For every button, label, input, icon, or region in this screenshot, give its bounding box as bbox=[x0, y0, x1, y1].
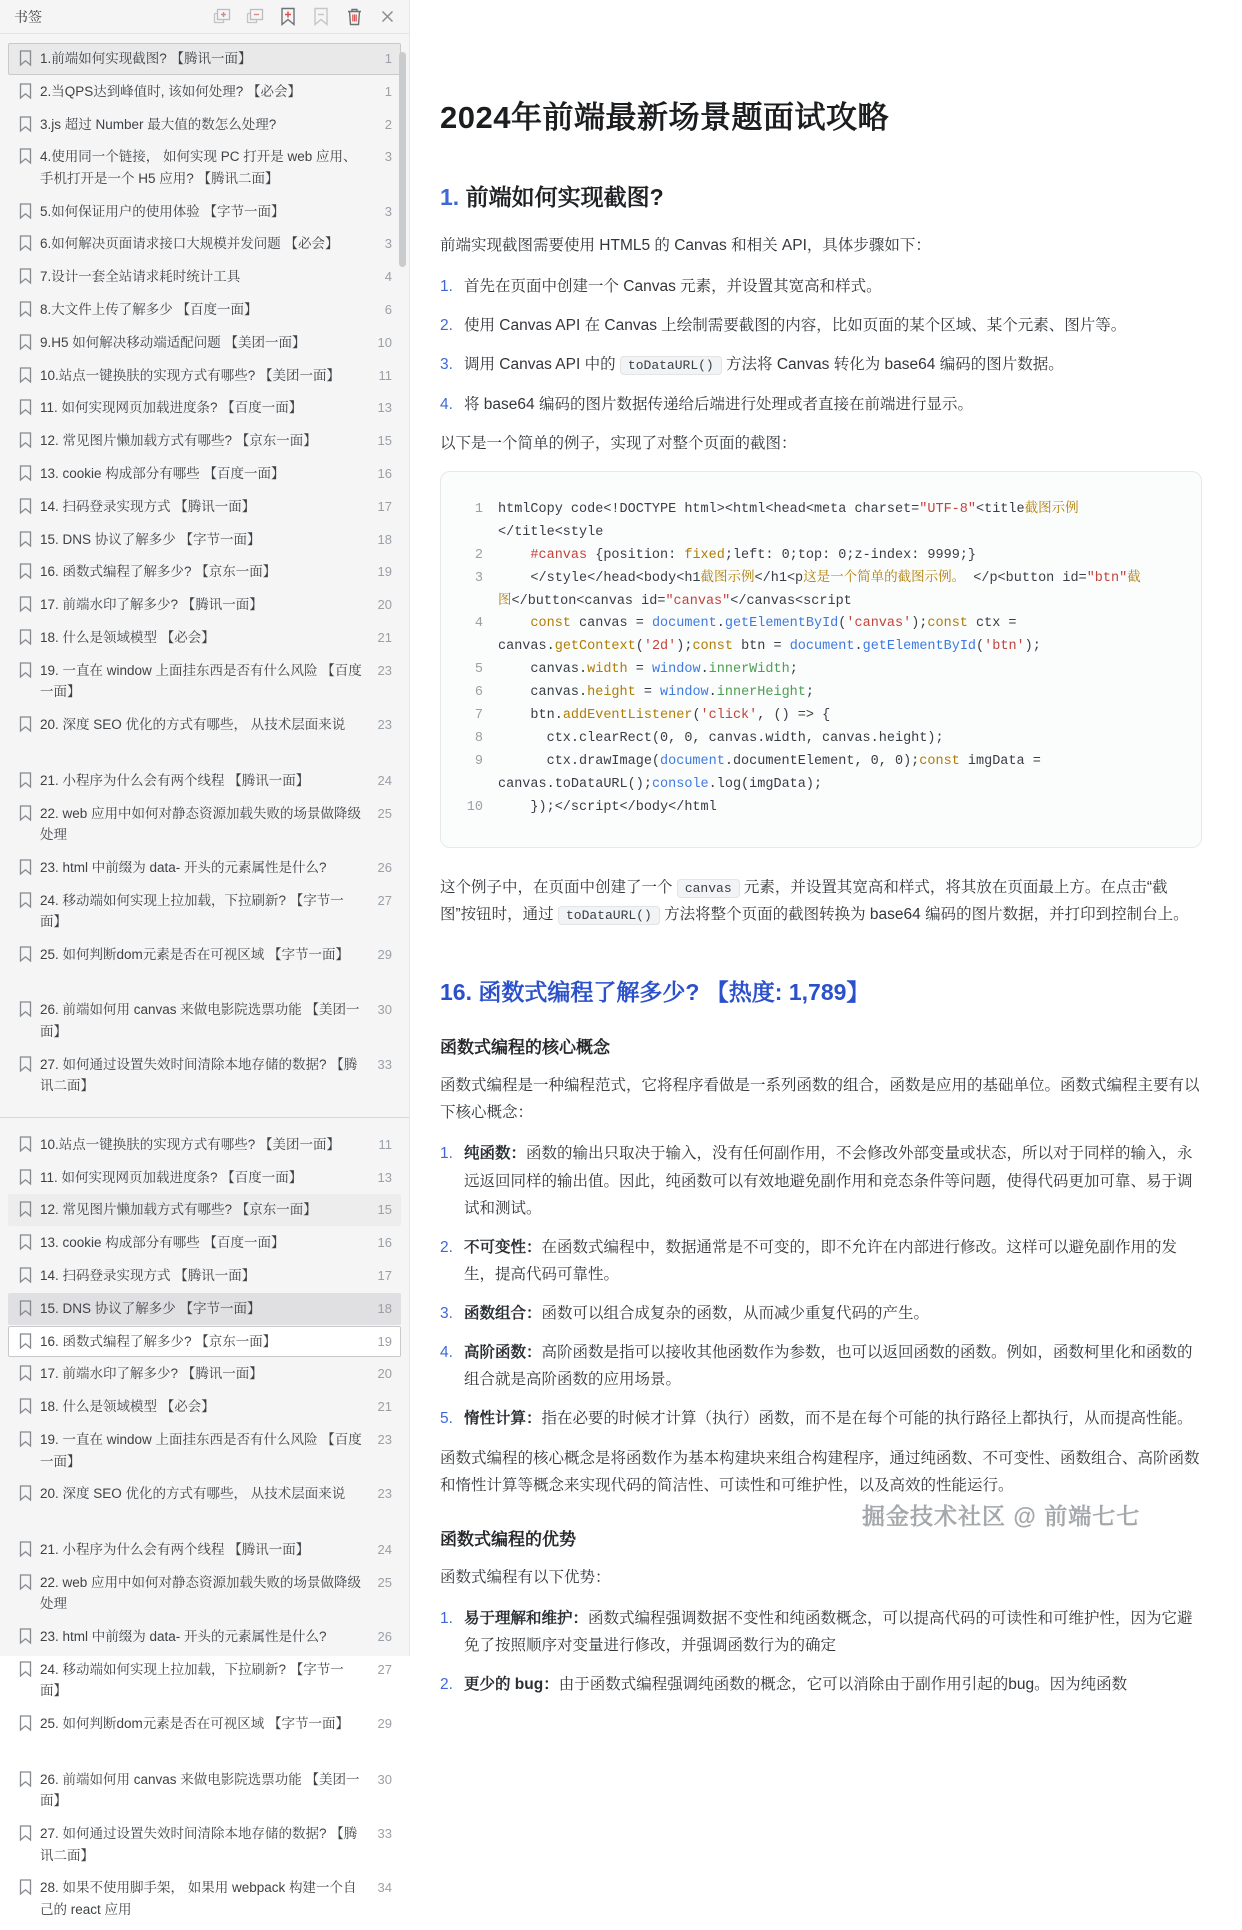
bookmark-icon bbox=[19, 301, 32, 317]
code-line-number: 2 bbox=[474, 547, 483, 563]
bookmark-page-number: 33 bbox=[377, 1056, 392, 1072]
bookmark-item[interactable] bbox=[8, 1391, 401, 1423]
section1-intro: 前端实现截图需要使用 HTML5 的 Canvas 和相关 API，具体步骤如下： bbox=[440, 237, 931, 254]
expand-all-icon[interactable] bbox=[212, 7, 232, 27]
bookmark-icon bbox=[19, 465, 32, 481]
bookmarks-header bbox=[0, 0, 409, 34]
bookmark-icon bbox=[19, 367, 32, 383]
concepts-outro: 函数式编程的核心概念是将函数作为基本构建块来组合构建程序，通过纯函数、不可变性、函数组合、高阶函数和惰性计算等概念来实现代码的简洁性、可读性和可维护性，以及高效的性能运行。 bbox=[440, 1449, 1200, 1494]
bookmark-icon bbox=[19, 1879, 32, 1895]
bookmark-label: 28. 如果不使用脚手架， 如果用 webpack 构建一个自己的 react 应用 bbox=[40, 1880, 357, 1917]
watermark: 掘金技术社区 @ 前端七七 bbox=[862, 1503, 1141, 1529]
bookmark-icon bbox=[19, 1715, 32, 1731]
bookmark-label: 8.大文件上传了解多少 【百度一面】 bbox=[40, 301, 258, 317]
code-line-number: 7 bbox=[474, 708, 483, 724]
bookmark-label: 26. 前端如何用 canvas 来做电影院选票功能 【美团一面】 bbox=[40, 1771, 360, 1809]
code-line: 4 const canvas = document.getElementById('canvas');const ctx = bbox=[453, 613, 1183, 636]
bookmark-label: 14. 扫码登录实现方式 【腾讯一面】 bbox=[40, 498, 256, 514]
list-item bbox=[440, 273, 1202, 300]
bookmark-icon bbox=[19, 1431, 32, 1447]
bookmark-item[interactable] bbox=[8, 1764, 401, 1817]
bookmark-page-number: 23 bbox=[377, 716, 392, 732]
bookmark-icon bbox=[19, 334, 32, 350]
bookmark-icon bbox=[19, 772, 32, 788]
bookmark-label: 4.使用同一个链接， 如何实现 PC 打开是 web 应用、 手机打开是一个 H5 应用? 【腾讯二面】 bbox=[40, 149, 357, 186]
bookmarks-panel bbox=[0, 0, 410, 1917]
concepts-subheading: 函数式编程的核心概念 bbox=[440, 1038, 610, 1058]
bookmark-label: 6.如何解决页面请求接口大规模并发问题 【必会】 bbox=[40, 236, 339, 252]
bookmark-icon bbox=[19, 1001, 32, 1017]
bookmark-icon bbox=[19, 1136, 32, 1152]
bookmark-item[interactable] bbox=[8, 1129, 401, 1161]
bookmark-page-number: 11 bbox=[378, 1136, 392, 1152]
bookmark-page-number: 19 bbox=[377, 564, 392, 580]
list-item-text: 函数组合：函数可以组合成复杂的函数，从而减少重复代码的产生。 bbox=[464, 1305, 930, 1322]
bookmark-label: 27. 如何通过设置失效时间清除本地存储的数据? 【腾讯二面】 bbox=[40, 1825, 358, 1863]
code-line-number: 4 bbox=[474, 616, 483, 632]
bookmark-icon bbox=[19, 268, 32, 284]
bookmark-page-number: 3 bbox=[384, 203, 392, 219]
section1-heading bbox=[440, 179, 1202, 212]
code-line-number bbox=[453, 774, 483, 797]
bookmark-item[interactable] bbox=[8, 360, 401, 392]
bookmark-page-number: 24 bbox=[377, 772, 392, 788]
bookmark-page-number: 30 bbox=[377, 1771, 392, 1787]
bookmark-page-number: 33 bbox=[377, 1825, 392, 1841]
bookmark-label: 15. DNS 协议了解多少 【字节一面】 bbox=[40, 531, 261, 547]
bookmark-icon bbox=[19, 50, 32, 66]
bookmark-page-number: 11 bbox=[378, 367, 392, 383]
code-line-number bbox=[453, 636, 483, 659]
code-line: 7 btn.addEventListener('click', () => { bbox=[453, 705, 1183, 728]
bookmark-item[interactable] bbox=[8, 1049, 401, 1102]
list-item-number: 4. bbox=[440, 1344, 453, 1362]
bookmark-page-number: 3 bbox=[384, 149, 392, 165]
remove-bookmark-icon[interactable] bbox=[311, 7, 331, 27]
code-line: 5 canvas.width = window.innerWidth; bbox=[453, 659, 1183, 682]
bookmark-page-number: 15 bbox=[377, 433, 392, 449]
bookmark-label: 22. web 应用中如何对静态资源加载失败的场景做降级处理 bbox=[40, 805, 362, 843]
bookmark-item[interactable] bbox=[8, 1654, 401, 1707]
bookmark-item[interactable] bbox=[8, 425, 401, 457]
concepts-intro: 函数式编程是一种编程范式，它将程序看做是一系列函数的组合，函数是应用的基础单位。函数式编程主要有以下核心概念： bbox=[440, 1077, 1200, 1122]
bookmark-icon bbox=[19, 892, 32, 908]
inline-code: toDataURL() bbox=[558, 906, 660, 925]
list-item-text: 将 base64 编码的图片数据传递给后端进行处理或者直接在前端进行显示。 bbox=[464, 395, 973, 413]
bookmark-label: 17. 前端水印了解多少? 【腾讯一面】 bbox=[40, 1366, 263, 1382]
bookmark-item[interactable] bbox=[8, 798, 401, 851]
code-line: canvas.toDataURL();console.log(imgData); bbox=[453, 774, 1183, 797]
bookmark-label: 5.如何保证用户的使用体验 【字节一面】 bbox=[40, 203, 285, 219]
bookmark-label: 23. html 中前缀为 data- 开头的元素属性是什么? bbox=[40, 1629, 327, 1644]
list-item bbox=[440, 1300, 1202, 1327]
list-item-number: 1. bbox=[440, 1145, 453, 1163]
bookmark-icon bbox=[19, 1541, 32, 1557]
bookmark-icon bbox=[19, 203, 32, 219]
delete-icon[interactable] bbox=[344, 7, 364, 27]
list-item-text: 易于理解和维护：函数式编程强调数据不变性和纯函数概念，可以提高代码的可读性和可维护性，因为它避免了按照顺序对变量进行修改，并强调函数行为的确定 bbox=[464, 1609, 1193, 1654]
bookmark-item[interactable] bbox=[8, 709, 401, 741]
bookmark-icon bbox=[19, 498, 32, 514]
bookmark-label: 12. 常见图片懒加载方式有哪些? 【京东一面】 bbox=[40, 433, 317, 449]
bookmark-label: 13. cookie 构成部分有哪些 【百度一面】 bbox=[40, 465, 285, 481]
bookmark-page-number: 16 bbox=[377, 1235, 392, 1251]
list-item-number: 2. bbox=[440, 317, 453, 335]
example-intro: 以下是一个简单的例子，实现了对整个页面的截图： bbox=[440, 434, 797, 452]
bookmark-item[interactable] bbox=[8, 589, 401, 621]
bookmark-item[interactable] bbox=[8, 765, 401, 797]
list-item bbox=[440, 1339, 1202, 1393]
bookmark-icon bbox=[19, 805, 32, 821]
bookmark-item[interactable] bbox=[8, 1326, 401, 1358]
list-item-text: 首先在页面中创建一个 Canvas 元素，并设置其宽高和样式。 bbox=[464, 278, 882, 296]
bookmark-page-number: 26 bbox=[377, 1629, 392, 1644]
bookmark-icon bbox=[19, 1300, 32, 1316]
bookmark-icon bbox=[19, 531, 32, 547]
bookmark-page-number: 20 bbox=[377, 1366, 392, 1382]
bookmark-page-number: 27 bbox=[377, 1661, 392, 1677]
bookmark-icon bbox=[19, 1169, 32, 1185]
bookmark-page-number: 24 bbox=[377, 1542, 392, 1558]
code-line: 1 htmlCopy code<!DOCTYPE html><html<head<meta charset="UTF-8"<title截图示例 bbox=[453, 499, 1183, 522]
list-item-number: 3. bbox=[440, 356, 453, 374]
code-line: 10 });</script</body</html bbox=[453, 797, 1183, 820]
sidebar-divider bbox=[0, 1117, 409, 1118]
bookmark-page-number: 18 bbox=[377, 1300, 392, 1316]
bookmark-label: 20. 深度 SEO 优化的方式有哪些， 从技术层面来说 bbox=[40, 1486, 346, 1502]
bookmark-item[interactable] bbox=[8, 1194, 401, 1226]
code-line: 图</button<canvas id="canvas"</canvas<script bbox=[453, 591, 1183, 614]
bookmark-page-number: 17 bbox=[377, 498, 392, 514]
document-page bbox=[410, 0, 1242, 1694]
list-item-number: 5. bbox=[440, 1410, 453, 1428]
concepts-list bbox=[440, 1140, 1202, 1432]
bookmark-item[interactable] bbox=[8, 852, 401, 884]
bookmark-label: 19. 一直在 window 上面挂东西是否有什么风险 【百度一面】 bbox=[40, 1432, 362, 1469]
bookmark-icon bbox=[19, 432, 32, 448]
bookmark-item[interactable] bbox=[8, 1358, 401, 1390]
bookmark-label: 3.js 超过 Number 最大值的数怎么处理? bbox=[40, 116, 277, 132]
list-item-label: 惰性计算： bbox=[464, 1410, 542, 1428]
bookmark-page-number: 18 bbox=[377, 531, 392, 547]
list-item bbox=[440, 391, 1202, 418]
bookmark-label: 24. 移动端如何实现上拉加载，下拉刷新? 【字节一面】 bbox=[40, 892, 344, 930]
bookmark-icon bbox=[19, 662, 32, 678]
section1-outro: 这个例子中，在页面中创建了一个 canvas 元素，并设置其宽高和样式，将其放在页面最上方。在点击“截图”按钮时，通过 toDataURL() 方法将整个页面的截图转换为 base64 编码的图片数据，并打印到控制台上。 bbox=[440, 878, 1189, 923]
bookmark-item[interactable] bbox=[8, 556, 401, 588]
code-line-number: 10 bbox=[466, 799, 483, 815]
bookmark-page-number: 19 bbox=[377, 1333, 392, 1349]
list-item-number: 2. bbox=[440, 1238, 453, 1256]
code-line-number: 5 bbox=[474, 662, 483, 678]
bookmark-icon bbox=[19, 1574, 32, 1590]
code-line-number: 3 bbox=[474, 570, 483, 586]
list-item bbox=[440, 1405, 1202, 1432]
list-item-label: 纯函数： bbox=[464, 1145, 527, 1163]
section1-number: 1. bbox=[440, 184, 460, 210]
add-bookmark-icon[interactable] bbox=[278, 7, 298, 27]
bookmark-page-number: 2 bbox=[384, 116, 392, 132]
code-line: 6 canvas.height = window.innerHeight; bbox=[453, 682, 1183, 705]
list-item-number: 1. bbox=[440, 278, 453, 296]
code-line-number: 1 bbox=[474, 501, 483, 517]
bookmark-item[interactable] bbox=[8, 491, 401, 523]
bookmark-item[interactable] bbox=[8, 1293, 401, 1325]
list-item-label: 不可变性： bbox=[464, 1238, 542, 1256]
bookmark-item[interactable] bbox=[8, 458, 401, 490]
section1-title: 前端如何实现截图? bbox=[465, 184, 664, 210]
bookmark-page-number: 26 bbox=[377, 859, 392, 875]
bookmark-page-number: 21 bbox=[377, 629, 392, 645]
bookmark-label: 14. 扫码登录实现方式 【腾讯一面】 bbox=[40, 1268, 256, 1284]
bookmark-icon bbox=[19, 235, 32, 251]
bookmark-page-number: 1 bbox=[384, 51, 392, 66]
bookmark-item[interactable] bbox=[8, 1260, 401, 1292]
bookmark-label: 10.站点一键换肤的实现方式有哪些? 【美团一面】 bbox=[40, 1136, 341, 1152]
bookmarks-title: 书签 bbox=[14, 8, 42, 25]
list-item bbox=[440, 312, 1202, 339]
bookmark-page-number: 23 bbox=[377, 662, 392, 678]
bookmark-page-number: 25 bbox=[377, 805, 392, 821]
bookmark-icon bbox=[19, 1365, 32, 1381]
bookmark-item[interactable] bbox=[8, 327, 401, 359]
bookmark-list-bottom bbox=[0, 1120, 409, 1930]
close-icon[interactable] bbox=[377, 7, 397, 27]
list-item-text: 使用 Canvas API 在 Canvas 上绘制需要截图的内容，比如页面的某个区域、某个元素、图片等。 bbox=[464, 317, 1127, 335]
code-line: 8 ctx.clearRect(0, 0, canvas.width, canvas.height); bbox=[453, 728, 1183, 751]
bookmark-label: 24. 移动端如何实现上拉加载，下拉刷新? 【字节一面】 bbox=[40, 1661, 344, 1699]
collapse-all-icon[interactable] bbox=[245, 7, 265, 27]
bookmark-item[interactable] bbox=[8, 1818, 401, 1871]
bookmark-item[interactable] bbox=[8, 1621, 401, 1653]
code-line-number: 9 bbox=[474, 754, 483, 770]
bookmark-item[interactable] bbox=[8, 1162, 401, 1194]
list-item-text: 纯函数：函数的输出只取决于输入，没有任何副作用，不会修改外部变量或状态，所以对于同样的输入，永远返回同样的输出值。因此，纯函数可以有效地避免副作用和竞态条件等问题，使得代码更加可靠、易于调试和测试。 bbox=[464, 1145, 1193, 1217]
bookmark-page-number: 29 bbox=[377, 946, 392, 962]
bookmark-item[interactable] bbox=[8, 76, 401, 108]
bookmark-page-number: 23 bbox=[377, 1486, 392, 1502]
code-line: 3 </style</head<body<h1截图示例</h1<p这是一个简单的截图示例。 </p<button id="btn"截 bbox=[453, 568, 1183, 591]
bookmark-icon bbox=[19, 596, 32, 612]
bookmark-page-number: 17 bbox=[377, 1268, 392, 1284]
bookmark-icon bbox=[19, 1333, 32, 1349]
bookmark-icon bbox=[19, 1825, 32, 1841]
list-item-label: 高阶函数： bbox=[464, 1344, 542, 1362]
sidebar-scrollbar[interactable] bbox=[399, 52, 406, 267]
list-item-number: 3. bbox=[440, 1305, 453, 1322]
list-item-text: 惰性计算：指在必要的时候才计算（执行）函数，而不是在每个可能的执行路径上都执行，从而提高性能。 bbox=[464, 1410, 1193, 1428]
bookmark-item[interactable] bbox=[8, 109, 401, 141]
bookmark-label: 2.当QPS达到峰值时, 该如何处理? 【必会】 bbox=[40, 83, 302, 99]
bookmark-label: 27. 如何通过设置失效时间清除本地存储的数据? 【腾讯二面】 bbox=[40, 1056, 358, 1094]
bookmark-label: 18. 什么是领域模型 【必会】 bbox=[40, 629, 215, 645]
bookmark-icon bbox=[19, 1234, 32, 1250]
bookmark-label: 25. 如何判断dom元素是否在可视区域 【字节一面】 bbox=[40, 1715, 350, 1731]
code-line-number: 6 bbox=[474, 685, 483, 701]
bookmark-page-number: 30 bbox=[377, 1002, 392, 1018]
bookmark-item[interactable] bbox=[8, 994, 401, 1047]
list-item bbox=[440, 1234, 1202, 1288]
inline-code: canvas bbox=[677, 879, 740, 898]
bookmark-label: 12. 常见图片懒加载方式有哪些? 【京东一面】 bbox=[40, 1202, 317, 1218]
bookmark-icon bbox=[19, 399, 32, 415]
bookmark-item[interactable] bbox=[8, 885, 401, 938]
bookmark-label: 26. 前端如何用 canvas 来做电影院选票功能 【美团一面】 bbox=[40, 1002, 360, 1040]
bookmark-page-number: 13 bbox=[377, 400, 392, 416]
bookmark-label: 16. 函数式编程了解多少? 【京东一面】 bbox=[40, 564, 277, 580]
bookmark-label: 22. web 应用中如何对静态资源加载失败的场景做降级处理 bbox=[40, 1574, 362, 1612]
bookmark-list-top bbox=[0, 34, 409, 1107]
bookmark-page-number: 16 bbox=[377, 465, 392, 481]
bookmark-label: 25. 如何判断dom元素是否在可视区域 【字节一面】 bbox=[40, 946, 350, 962]
bookmark-item[interactable] bbox=[8, 196, 401, 228]
list-item-text: 更少的 bug：由于函数式编程强调纯函数的概念，它可以消除由于副作用引起的bug。因为纯函数 bbox=[464, 1676, 1128, 1694]
list-item-text: 高阶函数：高阶函数是指可以接收其他函数作为参数，也可以返回函数的函数。例如，函数柯里化和函数的组合就是高阶函数的应用场景。 bbox=[464, 1344, 1193, 1389]
bookmark-page-number: 20 bbox=[377, 597, 392, 613]
bookmark-label: 20. 深度 SEO 优化的方式有哪些， 从技术层面来说 bbox=[40, 716, 346, 732]
bookmark-label: 1.前端如何实现截图? 【腾讯一面】 bbox=[40, 51, 252, 66]
bookmark-label: 18. 什么是领域模型 【必会】 bbox=[40, 1399, 215, 1415]
bookmark-page-number: 3 bbox=[384, 236, 392, 252]
code-line: </title<style bbox=[453, 522, 1183, 545]
bookmark-icon bbox=[19, 83, 32, 99]
code-line-number bbox=[453, 522, 483, 545]
bookmark-label: 23. html 中前缀为 data- 开头的元素属性是什么? bbox=[40, 859, 327, 875]
section16-heading: 16. 函数式编程了解多少? 【热度: 1,789】 bbox=[440, 979, 870, 1006]
list-item-number: 4. bbox=[440, 395, 453, 413]
list-item bbox=[440, 1605, 1202, 1659]
bookmark-item[interactable] bbox=[8, 1567, 401, 1620]
bookmark-item[interactable] bbox=[8, 524, 401, 556]
list-item bbox=[440, 351, 1202, 378]
list-item bbox=[440, 1671, 1202, 1698]
bookmark-page-number: 34 bbox=[377, 1880, 392, 1896]
list-item-label: 函数组合： bbox=[464, 1305, 542, 1322]
bookmark-page-number: 13 bbox=[377, 1169, 392, 1185]
bookmark-page-number: 15 bbox=[377, 1202, 392, 1218]
code-line: 9 ctx.drawImage(document.documentElement, 0, 0);const imgData = bbox=[453, 751, 1183, 774]
bookmark-item[interactable] bbox=[8, 622, 401, 654]
bookmark-page-number: 23 bbox=[377, 1432, 392, 1448]
bookmark-icon bbox=[19, 1628, 32, 1644]
bookmark-icon bbox=[19, 716, 32, 732]
list-item-number: 1. bbox=[440, 1609, 453, 1627]
bookmark-item[interactable] bbox=[8, 1534, 401, 1566]
advantages-intro: 函数式编程有以下优势： bbox=[440, 1568, 611, 1586]
list-item-label: 易于理解和维护： bbox=[464, 1609, 589, 1627]
bookmarks-toolbar bbox=[212, 7, 397, 27]
bookmark-label: 21. 小程序为什么会有两个线程 【腾讯一面】 bbox=[40, 1542, 310, 1558]
bookmark-page-number: 21 bbox=[377, 1399, 392, 1415]
bookmark-icon bbox=[19, 629, 32, 645]
list-item-label: 更少的 bug： bbox=[464, 1676, 559, 1694]
bookmark-item[interactable] bbox=[8, 1872, 401, 1925]
bookmark-icon bbox=[19, 946, 32, 962]
bookmark-item[interactable] bbox=[8, 939, 401, 971]
bookmark-item[interactable] bbox=[8, 294, 401, 326]
bookmark-page-number: 25 bbox=[377, 1574, 392, 1590]
advantages-subheading: 函数式编程的优势 bbox=[440, 1529, 576, 1549]
bookmark-item[interactable] bbox=[8, 392, 401, 424]
bookmark-item[interactable] bbox=[8, 43, 401, 75]
bookmark-label: 10.站点一键换肤的实现方式有哪些? 【美团一面】 bbox=[40, 367, 341, 383]
code-line: 2 #canvas {position: fixed;left: 0;top: 0;z-index: 9999;} bbox=[453, 545, 1183, 568]
bookmark-label: 7.设计一套全站请求耗时统计工具 bbox=[40, 269, 241, 285]
bookmark-page-number: 4 bbox=[384, 269, 392, 285]
section1-steps bbox=[440, 273, 1202, 418]
bookmark-icon bbox=[19, 1201, 32, 1217]
bookmark-page-number: 27 bbox=[377, 892, 392, 908]
bookmark-label: 11. 如何实现网页加载进度条? 【百度一面】 bbox=[40, 1169, 303, 1185]
advantages-list bbox=[440, 1605, 1202, 1698]
bookmark-label: 19. 一直在 window 上面挂东西是否有什么风险 【百度一面】 bbox=[40, 662, 362, 700]
bookmark-page-number: 1 bbox=[384, 83, 392, 99]
page-title: 2024年前端最新场景题面试攻略 bbox=[440, 100, 889, 135]
list-item-text: 不可变性：在函数式编程中，数据通常是不可变的，即不允许在内部进行修改。这样可以避免副作用的发生，提高代码可靠性。 bbox=[464, 1238, 1178, 1283]
bookmark-icon bbox=[19, 563, 32, 579]
bookmark-label: 15. DNS 协议了解多少 【字节一面】 bbox=[40, 1300, 261, 1316]
bookmark-label: 13. cookie 构成部分有哪些 【百度一面】 bbox=[40, 1235, 285, 1251]
bookmark-icon bbox=[19, 1267, 32, 1283]
code-line: canvas.getContext('2d');const btn = document.getElementById('btn'); bbox=[453, 636, 1183, 659]
bookmark-icon bbox=[19, 116, 32, 132]
bookmark-page-number: 6 bbox=[384, 301, 392, 317]
bookmark-label: 17. 前端水印了解多少? 【腾讯一面】 bbox=[40, 597, 263, 613]
list-item-number: 2. bbox=[440, 1676, 453, 1694]
bookmark-icon bbox=[19, 1398, 32, 1414]
bookmark-label: 16. 函数式编程了解多少? 【京东一面】 bbox=[40, 1333, 277, 1349]
bookmark-page-number: 29 bbox=[377, 1715, 392, 1731]
code-line-number bbox=[453, 591, 483, 614]
inline-code: toDataURL() bbox=[620, 356, 722, 375]
bookmark-icon bbox=[19, 859, 32, 875]
bookmark-label: 9.H5 如何解决移动端适配问题 【美团一面】 bbox=[40, 334, 306, 350]
list-item-text: 调用 Canvas API 中的 toDataURL() 方法将 Canvas 转化为 base64 编码的图片数据。 bbox=[464, 356, 1064, 374]
bookmark-item[interactable] bbox=[8, 141, 401, 194]
bookmark-page-number: 10 bbox=[377, 334, 392, 350]
bookmark-label: 11. 如何实现网页加载进度条? 【百度一面】 bbox=[40, 400, 303, 416]
bookmark-item[interactable] bbox=[8, 655, 401, 708]
bookmark-icon bbox=[19, 1661, 32, 1677]
bookmark-icon bbox=[19, 1056, 32, 1072]
bookmark-icon bbox=[19, 148, 32, 164]
bookmark-item[interactable] bbox=[8, 1708, 401, 1740]
bookmark-label: 21. 小程序为什么会有两个线程 【腾讯一面】 bbox=[40, 772, 310, 788]
code-block bbox=[440, 471, 1202, 848]
bookmark-item[interactable] bbox=[8, 261, 401, 293]
bookmark-item[interactable] bbox=[8, 1424, 401, 1477]
bookmark-item[interactable] bbox=[8, 1227, 401, 1259]
bookmark-item[interactable] bbox=[8, 1478, 401, 1510]
list-item bbox=[440, 1140, 1202, 1221]
code-line-number: 8 bbox=[474, 731, 483, 747]
bookmark-icon bbox=[19, 1771, 32, 1787]
bookmark-item[interactable] bbox=[8, 228, 401, 260]
bookmark-icon bbox=[19, 1485, 32, 1501]
